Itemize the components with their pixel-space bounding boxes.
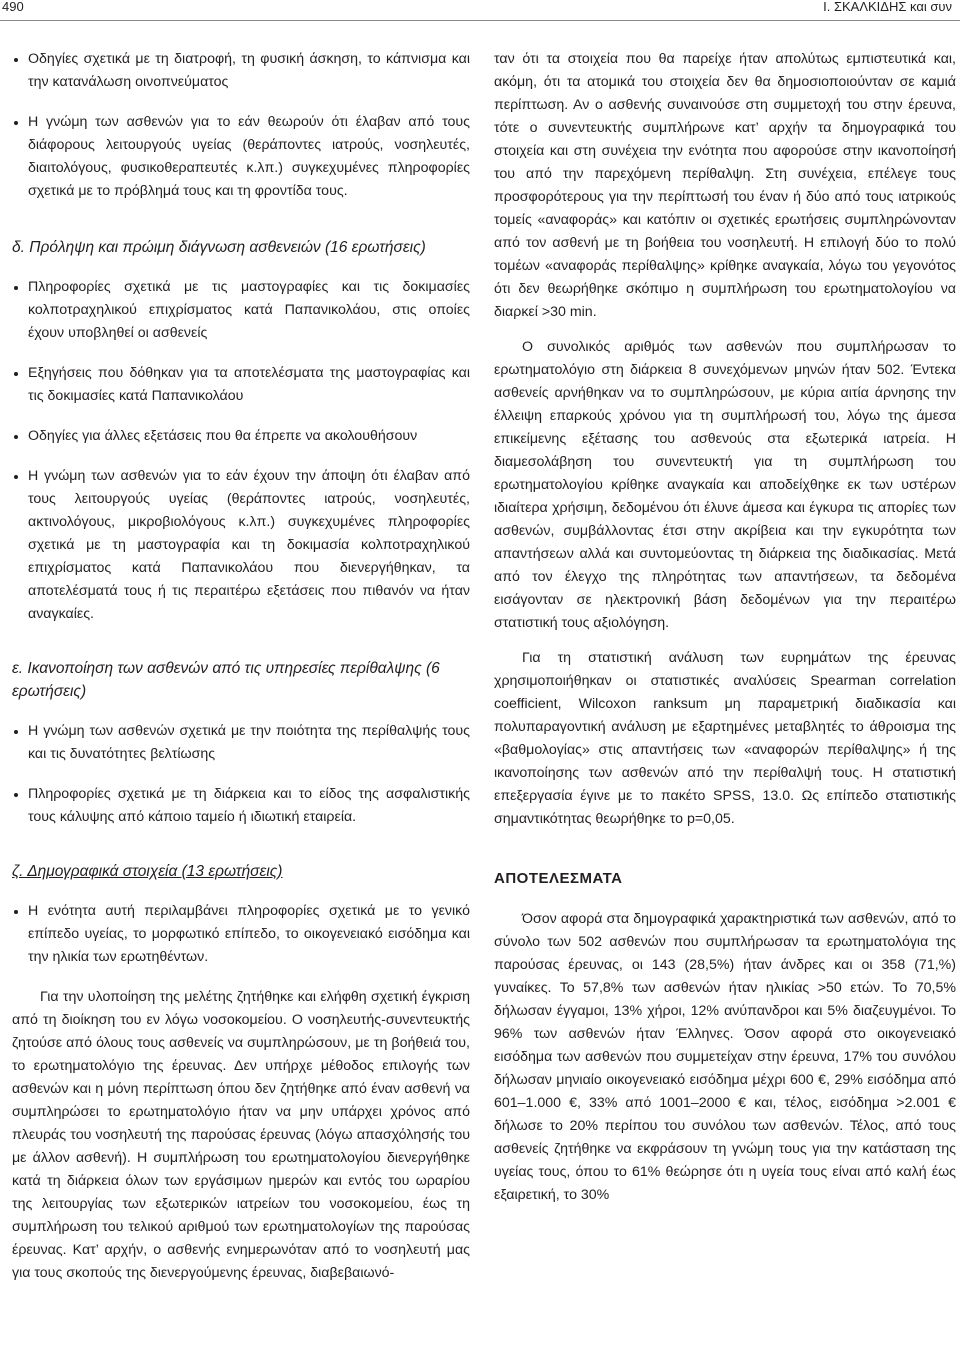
right-column	[494, 48, 956, 1207]
list-item-text: Η γνώμη των ασθενών για το εάν έχουν την άποψη ότι έλαβαν από τους λειτουργούς υγείας (θεράποντες ιατρούς, νοσηλευτές, ακτινολόγους, μικροβιολόγους κ.λπ.) συγκεχυμένες πληροφορίες σχετικά με τη μαστογραφία και τη δοκιμασία κολποτραχηλικού επιχρίσματος κατά Παπανικολάου που διενεργήθηκαν, τα αποτελέσματά τους ή τις περαιτέρω εξετάσεις που πιθανόν να ήταν αναγκαίες.	[28, 468, 470, 622]
spacer	[12, 220, 470, 236]
list-item-text: Οδηγίες σχετικά με τη διατροφή, τη φυσική άσκηση, το κάπνισμα και την κατανάλωση οινοπνεύματος	[28, 51, 470, 90]
list-item	[12, 48, 470, 94]
list-item-text: Εξηγήσεις που δόθηκαν για τα αποτελέσματα της μαστογραφίας και τις δοκιμασίες κατά Παπανικολάου	[28, 365, 470, 404]
list-item-text: Οδηγίες για άλλες εξετάσεις που θα έπρεπε να ακολουθήσουν	[28, 428, 418, 444]
spacer	[12, 643, 470, 657]
spacer	[494, 635, 956, 647]
list-item-text: Η γνώμη των ασθενών σχετικά με την ποιότητα της περίθαλψής τους και τις δυνατότητες βελτίωσης	[28, 723, 470, 762]
running-head: Ι. ΣΚΑΛΚΙΔΗΣ και συν	[823, 0, 952, 14]
list-item	[12, 425, 470, 448]
section-z-title-text: ζ. Δημογραφικά στοιχεία (13 ερωτήσεις)	[12, 863, 283, 880]
list-item-text: Πληροφορίες σχετικά με τις μαστογραφίες και τις δοκιμασίες κολποτραχηλικού επιχρίσματος κατά Παπανικολάου, στις οποίες έχουν υποβληθεί οι ασθενείς	[28, 279, 470, 341]
list-item-text: Η ενότητα αυτή περιλαμβάνει πληροφορίες σχετικά με το γενικό επίπεδο υγείας, το μορφωτικό επίπεδο, το οικογενειακό εισόδημα και την ηλικία των ερωτηθέντων.	[28, 903, 470, 965]
right-paragraph-2: Ο συνολικός αριθμός των ασθενών που συμπλήρωσαν το ερωτηματολόγιο στη διάρκεια 8 συνεχόμενων μηνών ήταν 502. Έντεκα ασθενείς αρνήθηκαν να το συμπληρώσουν, με κύρια αιτία άρνησης την έλλειψη επαρκούς χρόνου για τη συμπλήρωσή του, λόγω της άμεσα επικείμενης εξέτασης του ασθενούς στα εξωτερικά ιατρεία. Η διαμεσολάβηση του συνεντευκτή για τη συμπλήρωση του ερωτηματολογίου κρίθηκε αναγκαία και αποδείχθηκε εκ των υστέρων ιδιαίτερα χρήσιμη, δεδομένου ότι έλυνε άμεσα και έγκυρα τις απορίες των ασθενών, συμβάλλοντας έτσι στην ακρίβεια και την εγκυρότητα των απαντήσεων αλλά και συντομεύοντας τη διάρκεια της διαδικασίας. Μετά από τον έλεγχο της πληρότητας των απαντήσεων, τα δεδομένα εισάγονταν σε ηλεκτρονική βάση δεδομένων για την περαιτέρω στατιστική τους αξιολόγηση.	[494, 339, 956, 631]
left-column	[12, 48, 470, 1285]
list-item	[12, 900, 470, 969]
right-paragraph-4: Όσον αφορά στα δημογραφικά χαρακτηριστικά των ασθενών, από το σύνολο των 502 ασθενών που συμπλήρωσαν τα ερωτηματολόγια της παρούσας έρευνας, οι 143 (28,5%) ήταν άνδρες και οι 358 (71,%) γυναίκες. Το 57,8% των ασθενών ήταν ηλικίας >50 ετών. Το 70,5% δήλωσαν έγγαμοι, 13% χήροι, 12% ανύπανδροι και 5% διαζευγμένοι. Το 96% των ασθενών ήταν Έλληνες. Όσον αφορά στο οικογενειακό εισόδημα των ασθενών που συμμετείχαν στην έρευνα, 17% του συνόλου δήλωσαν μηνιαίο οικογενειακό εισόδημα μέχρι 600 €, 29% εισόδημα από 601–1.000 €, 33% από 1001–2000 € και, τέλος, εισόδημα >2.001 € δήλωσε το 20% περίπου του συνόλου των ασθενών. Τέλος, από τους ασθενείς ζητήθηκε να εκφράσουν τη γνώμη τους για την κατάσταση της υγείας τους, όπου το 61% θεώρησε ότι η υγεία τους είναι από καλή έως εξαιρετική, το 30%	[494, 911, 956, 1203]
list-item	[12, 465, 470, 626]
spacer	[12, 846, 470, 860]
section-d-title: δ. Πρόληψη και πρώιμη διάγνωση ασθενειών (16 ερωτήσεις)	[12, 239, 426, 256]
list-item-text: Πληροφορίες σχετικά με τη διάρκεια και το είδος της ασφαλιστικής τους κάλυψης από κάποιο ταμείο ή ιδιωτική εταιρεία.	[28, 786, 470, 825]
header-rule	[0, 20, 960, 21]
page-number: 490	[2, 0, 24, 14]
bullet-list-e	[12, 720, 470, 829]
results-heading: ΑΠΟΤΕΛΕΣΜΑΤΑ	[494, 870, 623, 887]
bullet-list-top	[12, 48, 470, 203]
list-item	[12, 111, 470, 203]
spacer	[494, 324, 956, 336]
bullet-list-d	[12, 276, 470, 626]
right-paragraph-3: Για τη στατιστική ανάλυση των ευρημάτων της έρευνας χρησιμοποιήθηκαν οι στατιστικές αναλύσεις Spearman correlation coefficient, Wilcoxon ranksum μη παραμετρική διαδικασία και πολυπαραγοντική ανάλυση με εξαρτημένες μεταβλητές το άθροισμα της «βαθμολογίας» στις απαντήσεις των «αναφορών περίθαλψης» ή της ικανοποίησης των ασθενών από την περίθαλψή τους. Η στατιστική επεξεργασία έγινε με το πακέτο SPSS, 13.0. Ως επίπεδο στατιστικής σημαντικότητας θεωρήθηκε το p=0,05.	[494, 650, 956, 827]
list-item-text: Η γνώμη των ασθενών για το εάν θεωρούν ότι έλαβαν από τους διάφορους λειτουργούς υγείας (θεράποντες ιατρούς, νοσηλευτές, διαιτολόγους, φυσικοθεραπευτές κ.λπ.) συγκεχυμένες πληροφορίες σχετικά με το πρόβλημά τους και τη φροντίδα τους.	[28, 114, 470, 199]
right-paragraph-1: ταν ότι τα στοιχεία που θα παρείχε ήταν απολύτως εμπιστευτικά και, ακόμη, ότι τα ατομικά του στοιχεία δεν θα δημοσιοποιούνταν σε καμιά περίπτωση. Αν ο ασθενής συναινούσε στη συμμετοχή του στην έρευνα, τότε ο συνεντευκτής συμπλήρωνε κατ’ αρχήν τα δημογραφικά του στοιχεία και στη συνέχεια την ενότητα που αφορούσε στην ικανοποίησή του από την παρεχόμενη περίθαλψη. Στη συνέχεια, επέλεγε τους προσφορότερους για την περίπτωσή του έναν ή δύο από τους ιατρικούς τομείς «αναφοράς» και κατόπιν οι σχετικές ερωτήσεις συμπληρώνονταν από τον ασθενή με τη βοήθεια του νοσηλευτή. Η επιλογή δύο το πολύ τομέων «αναφοράς περίθαλψης» κρίθηκε αναγκαία, λόγω του γεγονότος ότι δεν θεωρήθηκε σκόπιμο η συμπλήρωση του ερωτηματολογίου να διαρκεί >30 min.	[494, 51, 956, 320]
section-e-title: ε. Ικανοποίηση των ασθενών από τις υπηρεσίες περίθαλψης (6 ερωτήσεις)	[12, 660, 440, 700]
list-item	[12, 276, 470, 345]
list-item	[12, 362, 470, 408]
list-item	[12, 783, 470, 829]
spacer	[494, 831, 956, 867]
closing-paragraph: Για την υλοποίηση της μελέτης ζητήθηκε και ελήφθη σχετική έγκριση από τη διοίκηση του εν λόγω νοσοκομείου. Ο νοσηλευτής-συνεντευκτής ζητούσε από όλους τους ασθενείς να συμπληρώσουν, με τη βοήθειά του, το ερωτηματολόγιο της έρευνας. Δεν υπήρχε μέθοδος επιλογής των ασθενών και η μόνη περίπτωση όπου δεν ζητήθηκε από έναν ασθενή να συμπληρώσει το ερωτηματολόγιο ήταν να μην υπάρχει χρόνος από πλευράς του νοσηλευτή της παρούσας έρευνας (λόγω απασχόλησής του με άλλον ασθενή). Η συμπλήρωση του ερωτηματολογίου διενεργήθηκε κατά τη διάρκεια όλων των εργάσιμων ημερών και εντός του ωραρίου της λειτουργίας των εξωτερικών ιατρείων του νοσοκομείου, έως τη συμπλήρωση του τελικού αριθμού των ερωτηματολογίων της παρούσας έρευνας. Κατ’ αρχήν, ο ασθενής ενημερωνόταν από το νοσηλευτή μας για τους σκοπούς της διενεργούμενης έρευνας, διαβεβαιωνό-	[12, 989, 470, 1281]
list-item	[12, 720, 470, 766]
bullet-list-z	[12, 900, 470, 969]
section-z-title	[12, 860, 470, 883]
